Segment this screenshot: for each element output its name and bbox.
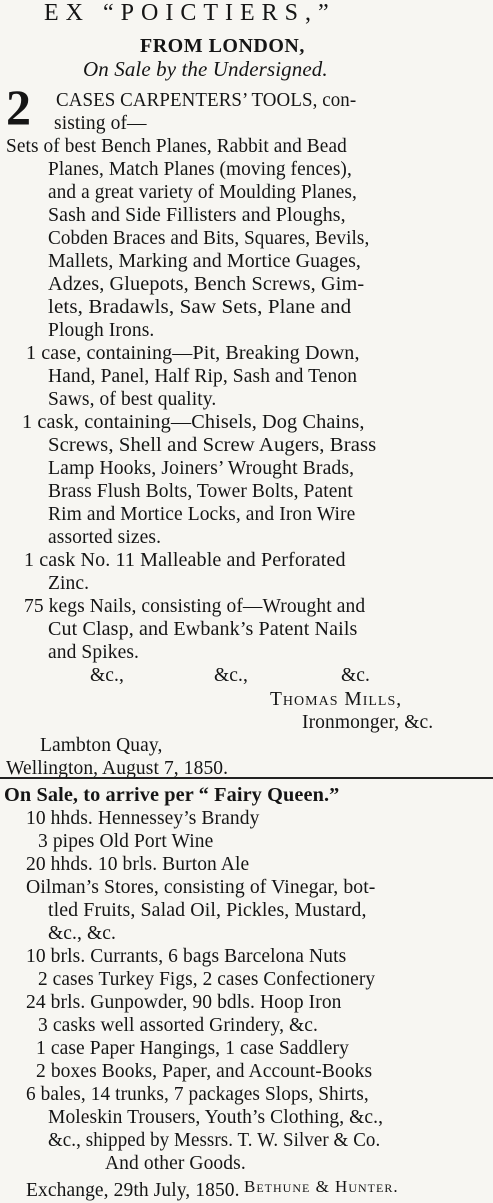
list-item: Moleskin Trousers, Youth’s Clothing, &c., [48,1107,384,1128]
signature-title: Ironmonger, &c. [302,712,434,733]
list-item: 20 hhds. 10 brls. Burton Ale [26,854,250,875]
advert-from: FROM LONDON, [140,35,305,57]
list-item: Brass Flush Bolts, Tower Bolts, Patent [48,481,353,502]
list-item: 10 brls. Currants, 6 bags Barcelona Nuts [26,946,347,967]
list-item: 2 cases Turkey Figs, 2 cases Confectionery [38,969,376,990]
divider-rule [0,777,493,779]
list-item: Cut Clasp, and Ewbank’s Patent Nails [48,619,358,640]
intro-line: CASES CARPENTERS’ TOOLS, con- [56,90,357,111]
list-item: tled Fruits, Salad Oil, Pickles, Mustard, [48,900,367,921]
list-item: 1 case Paper Hangings, 1 case Saddlery [36,1038,349,1059]
etc-mark: &c. [341,665,370,686]
advert-sale-line: On Sale by the Undersigned. [83,57,328,81]
list-item: &c., shipped by Messrs. T. W. Silver & Co. [48,1130,381,1151]
list-item: 24 brls. Gunpowder, 90 bdls. Hoop Iron [26,992,342,1013]
etc-mark: &c., [214,665,248,686]
signature-name: Thomas Mills, [270,689,403,710]
list-item: 6 bales, 14 trunks, 7 packages Slops, Shirts, [26,1084,369,1105]
big-numeral: 2 [6,79,32,135]
list-item: 3 pipes Old Port Wine [38,831,214,852]
list-item: Zinc. [48,573,90,594]
list-item: Lamp Hooks, Joiners’ Wrought Brads, [48,458,355,479]
list-item: assorted sizes. [48,527,162,548]
list-item: Adzes, Gluepots, Bench Screws, Gim- [48,274,365,295]
list-item: lets, Bradawls, Saw Sets, Plane and [48,297,352,318]
list-item: 1 cask, containing—Chisels, Dog Chains, [22,412,365,433]
list-item: Plough Irons. [48,320,155,341]
date-line: Wellington, August 7, 1850. [6,758,229,779]
intro-line: sisting of— [54,113,147,134]
list-item: 3 casks well assorted Grindery, &c. [38,1015,319,1036]
list-item: Rim and Mortice Locks, and Iron Wire [48,504,356,525]
list-item: Sash and Side Fillisters and Ploughs, [48,205,346,226]
list-item: 10 hhds. Hennessey’s Brandy [26,808,260,829]
list-item: Cobden Braces and Bits, Squares, Bevils, [48,228,370,249]
place-line: Lambton Quay, [40,735,163,756]
advert2-heading: On Sale, to arrive per “ Fairy Queen.” [4,784,340,806]
list-item: 75 kegs Nails, consisting of—Wrought and [24,596,366,617]
list-item: and a great variety of Moulding Planes, [48,182,357,203]
list-item: 2 boxes Books, Paper, and Account-Books [36,1061,373,1082]
list-item: Mallets, Marking and Mortice Guages, [48,251,361,272]
list-item: And other Goods. [105,1153,246,1174]
list-item: and Spikes. [48,642,140,663]
list-item: 1 cask No. 11 Malleable and Perforated [24,550,346,571]
place-date-line: Exchange, 29th July, 1850. [26,1180,240,1201]
list-item: Sets of best Bench Planes, Rabbit and Bead [6,136,347,157]
list-item: &c., &c. [48,923,116,944]
signature-name: Bethune & Hunter. [244,1177,399,1196]
etc-mark: &c., [90,665,124,686]
list-item: Saws, of best quality. [48,389,217,410]
list-item: Oilman’s Stores, consisting of Vinegar, bot- [26,877,376,898]
list-item: 1 case, containing—Pit, Breaking Down, [26,343,360,364]
advert-title: EX “POICTIERS,” [44,0,336,26]
list-item: Screws, Shell and Screw Augers, Brass [48,435,377,456]
list-item: Planes, Match Planes (moving fences), [48,159,352,180]
list-item: Hand, Panel, Half Rip, Sash and Tenon [48,366,358,387]
